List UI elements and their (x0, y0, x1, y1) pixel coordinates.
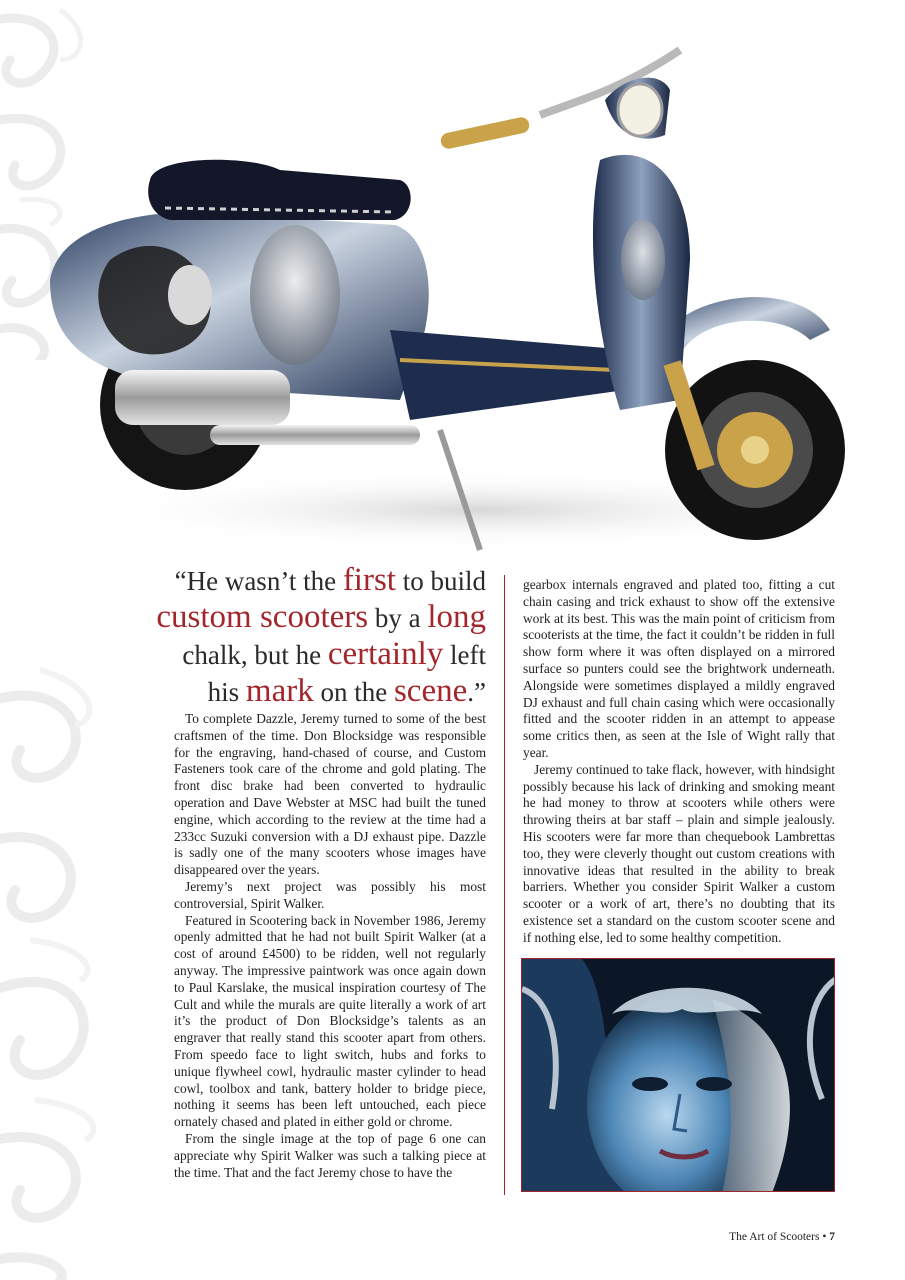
quote-text: “He wasn’t the (174, 566, 343, 596)
pull-quote (150, 562, 486, 710)
publication-name: The Art of Scooters (729, 1231, 820, 1243)
paragraph: Jeremy’s next project was possibly his most controversial, Spirit Walker. (174, 878, 486, 911)
quote-highlight: scene (393, 673, 468, 709)
paragraph-continued: gearbox internals engraved and plated too, fitting a cut chain casing and trick exhaust to show off the extensive work at its best. This was the main point of criticism from scooterists at the time, the fact it couldn’t be ridden in full show form where it was often displayed on a mirrored surface so punters could see the brightwork underneath. Alongside were sometimes displayed a mildly engraved DJ exhaust and full chain casing which were occasionally fitted and the scooter ridden in an attempt to appease some critics then, as seen at the Isle of Wight rally that year. (523, 577, 835, 760)
quote-text: left his (207, 640, 486, 707)
quote-highlight: mark (245, 673, 314, 709)
paragraph: To complete Dazzle, Jeremy turned to some of the best craftsmen of the time. Don Blocksidge was responsible for the engraving, hand-chased of course, and Custom Fasteners took care of the chrome and gold plating. The front disc brake had been converted to hydraulic operation and Dave Webster at MSC had built the tuned engine, which according to the review at the time had a 233cc Suzuki conversion with a DJ exhaust pipe. Dazzle is sadly one of the many scooters whose images have disappeared over the years. (174, 711, 486, 878)
page-footer (729, 1231, 835, 1243)
paragraph: From the single image at the top of page 6 one can appreciate why Spirit Walker was such a talking piece at the time. That and the fact Jeremy chose to have the (174, 1130, 486, 1180)
mural-detail-photo (521, 958, 835, 1192)
mural-face-image (522, 959, 835, 1192)
quote-text: chalk, but he (182, 640, 328, 670)
quote-highlight: certainly (327, 636, 444, 672)
scooter-photo (40, 30, 890, 570)
page-number: 7 (829, 1231, 835, 1243)
article-column-right (523, 577, 835, 947)
paragraph: Jeremy continued to take flack, however, with hindsight possibly because his lack of drinking and smoking meant he had money to throw at scooters while others were throwing theirs at bar staff – plain and simple jealously. His scooters were far more than chequebook Lambrettas too, they were cleverly thought out custom creations with innovative ideas that resulted in the ability to break barriers. Whether you consider Spirit Walker a custom scooter or a work of art, there’s no doubting that its existence set a standard on the custom scooter scene and if nothing else, led to some healthy competition. (523, 761, 835, 945)
quote-text: on the (313, 677, 394, 707)
footer-separator: • (819, 1231, 830, 1243)
quote-text: to build (395, 566, 486, 596)
quote-text: .” (467, 677, 486, 707)
quote-highlight: long (427, 599, 486, 635)
article-column-left (174, 711, 486, 1181)
quote-highlight: custom scooters (156, 599, 369, 635)
quote-text: by a (368, 603, 428, 633)
quote-highlight: first (342, 562, 396, 598)
paragraph: Featured in Scootering back in November 1986, Jeremy openly admitted that he had not built Spirit Walker (at a cost of around £4500) to be ridden, well not regularly anyway. The impressive paintwork was once again down to Paul Karslake, the musical inspiration courtesy of The Cult and while the murals are quite literally a work of art it’s the product of Don Blocksidge’s talents as an engraver that really stand this scooter apart from others. From speedo face to light switch, hubs and forks to unique flywheel cowl, hydraulic master cylinder to head cowl, toolbox and tank, battery holder to bridge piece, nothing it seems has been left untouched, each piece ornately chased and plated in either gold or chrome. (174, 912, 486, 1130)
column-divider (504, 575, 505, 1195)
decorative-flourish-bottom-left (0, 660, 120, 1280)
